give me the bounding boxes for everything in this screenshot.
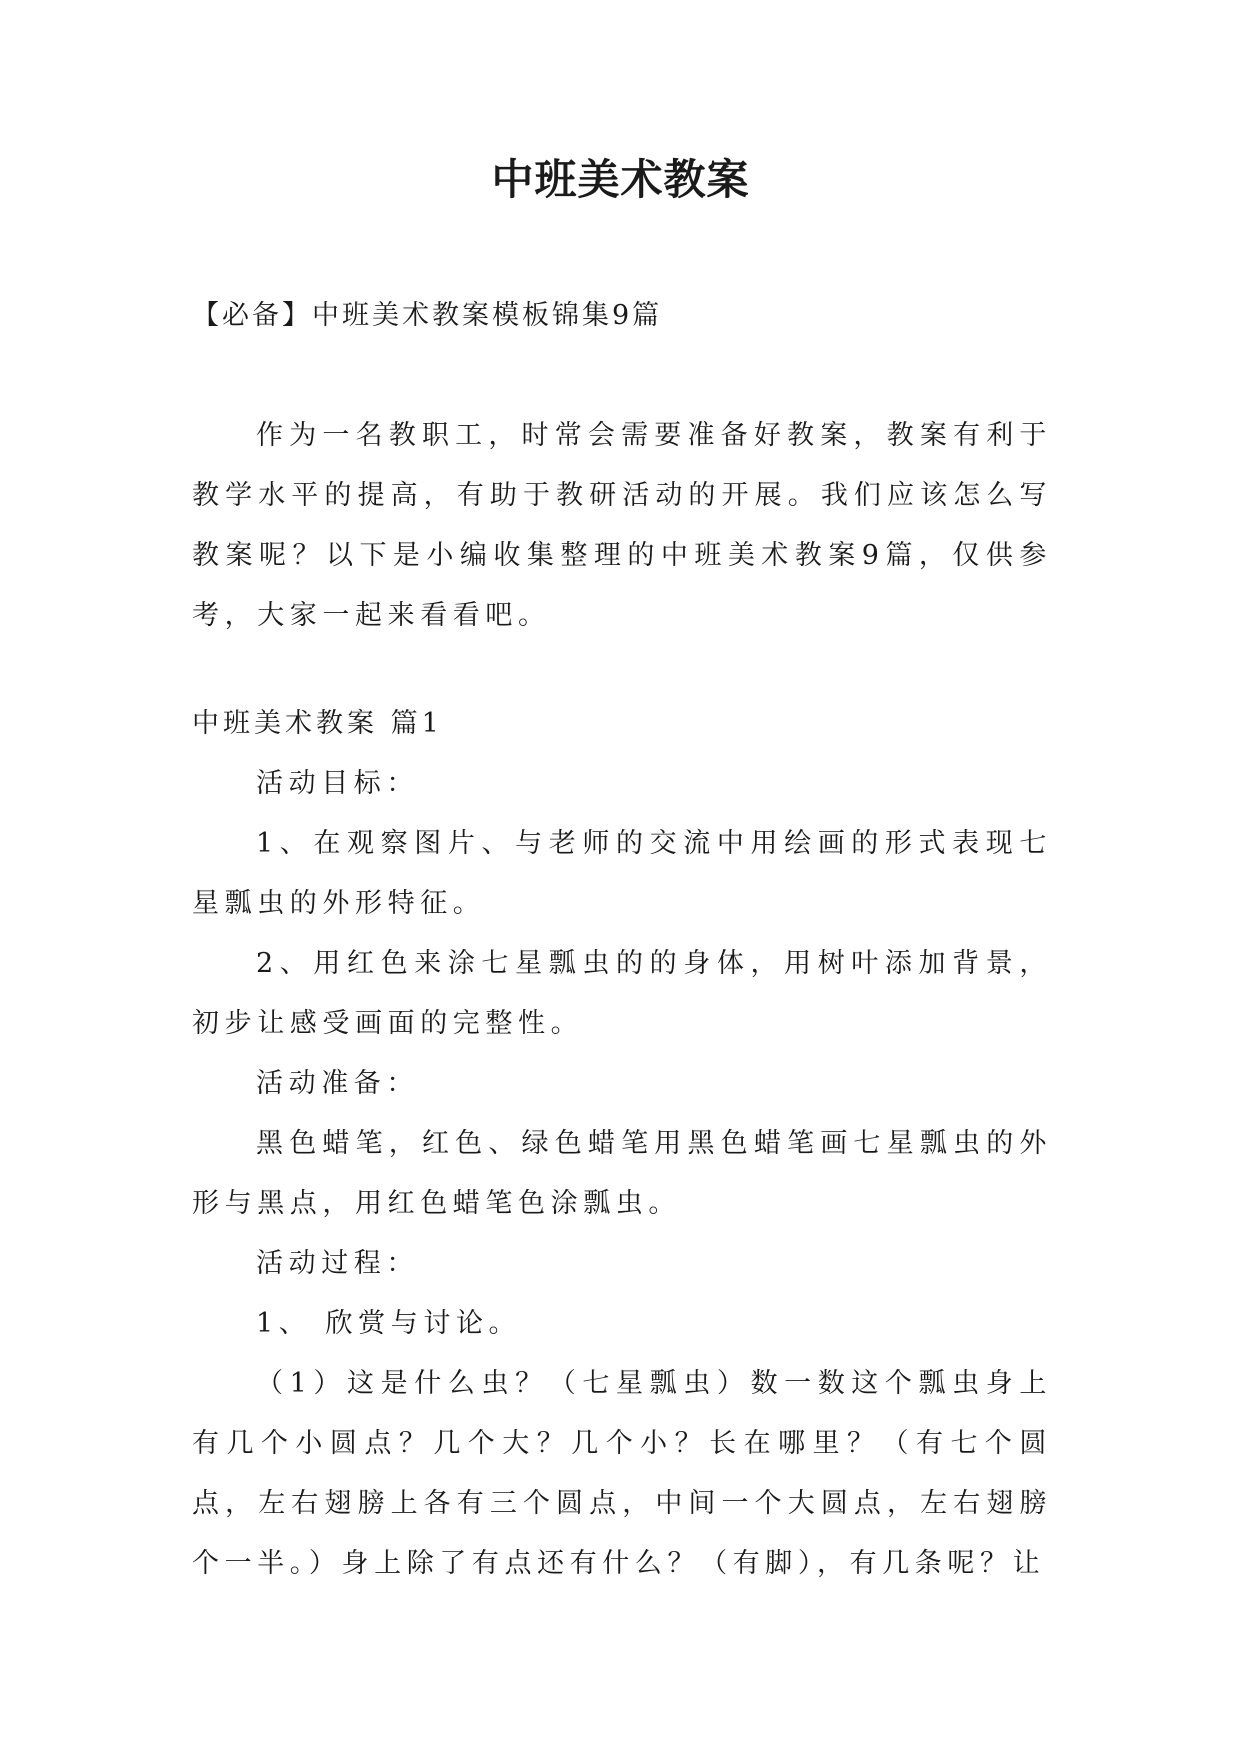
goal-item-2: 2、用红色来涂七星瓢虫的的身体，用树叶添加背景，初步让感受画面的完整性。 (192, 948, 1052, 1039)
section-heading: 中班美术教案 篇1 (192, 708, 443, 739)
document-title: 中班美术教案 (491, 155, 750, 204)
prep-label: 活动准备： (256, 1068, 419, 1099)
process-step-1-1: （1）这是什么虫？（七星瓢虫）数一数这个瓢虫身上有几个小圆点？几个大？几个小？长在哪里？（有七个圆点，左右翅膀上各有三个圆点，中间一个大圆点，左右翅膀个一半。）身上除了有点还有什么？（有脚），有几条呢？让 (192, 1368, 1052, 1579)
intro-block (192, 406, 1052, 646)
process-step-1: 1、 欣赏与讨论。 (256, 1308, 522, 1339)
goals-label: 活动目标： (256, 768, 419, 799)
intro-paragraph: 作为一名教职工，时常会需要准备好教案，教案有利于教学水平的提高，有助于教研活动的开展。我们应该怎么写教案呢？以下是小编收集整理的中班美术教案9篇，仅供参考，大家一起来看看吧。 (192, 420, 1052, 631)
prep-text: 黑色蜡笔，红色、绿色蜡笔用黑色蜡笔画七星瓢虫的外形与黑点，用红色蜡笔色涂瓢虫。 (192, 1128, 1052, 1219)
goal-item-1: 1、在观察图片、与老师的交流中用绘画的形式表现七星瓢虫的外形特征。 (192, 828, 1052, 919)
process-label: 活动过程： (256, 1248, 419, 1279)
document-subtitle: 【必备】中班美术教案模板锦集9篇 (192, 300, 663, 331)
section-1 (192, 694, 1052, 1594)
